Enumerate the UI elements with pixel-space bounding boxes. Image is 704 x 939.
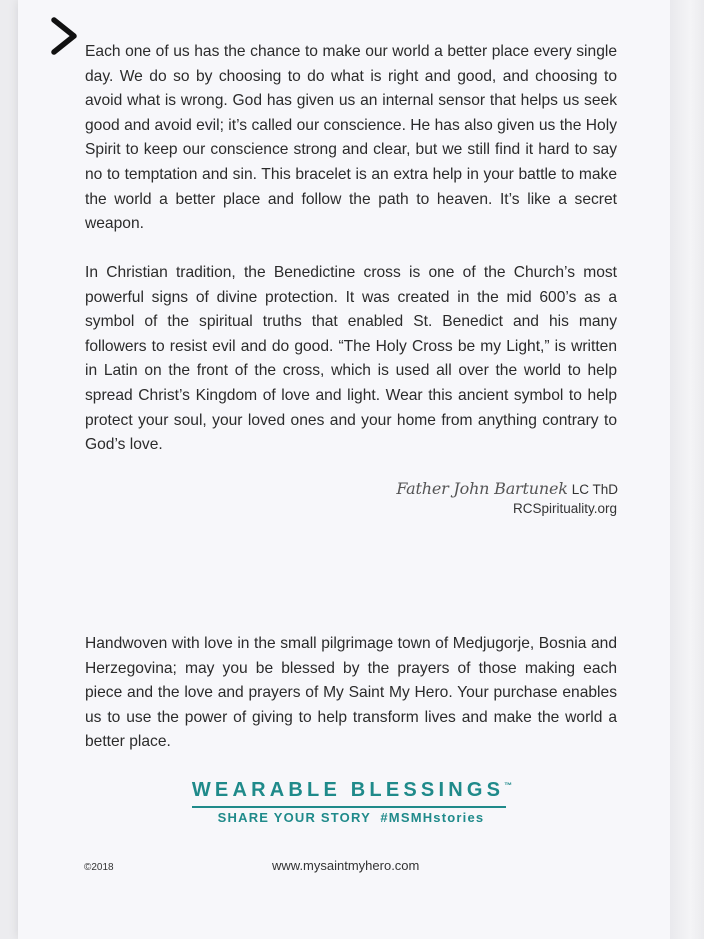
next-arrow-button[interactable] <box>48 14 82 58</box>
trademark-mark: ™ <box>504 781 513 790</box>
footer-website: www.mysaintmyhero.com <box>272 858 420 873</box>
intro-paragraph: Each one of us has the chance to make our world a better place every single day. We do so by choosing to do what is right and good, and choosing to avoid what is wrong. God has given us an internal sensor that helps us seek good and avoid evil; it’s called our conscience. He has also given us the Holy Spirit to keep our conscience strong and clear, but we still find it hard to say no to temptation and sin. This bracelet is an extra help in your battle to make the world a better place and follow the path to heaven. It’s like a secret weapon. <box>85 43 617 233</box>
brand-title <box>0 779 704 802</box>
copyright-notice: ©2018 <box>84 862 114 873</box>
brand-tagline: SHARE YOUR STORY #MSMHstories <box>217 810 485 825</box>
chevron-right-icon <box>48 14 82 58</box>
brand-name: WEARABLE BLESSINGS <box>191 779 505 801</box>
signature-name: Father John Bartunek <box>396 479 568 498</box>
tradition-paragraph: In Christian tradition, the Benedictine cross is one of the Church’s most powerful signs of divine protection. It was created in the mid 600’s as a symbol of the spiritual truths that enabled St. Benedict and his many followers to resist evil and do good. “The Holy Cross be my Light,” is written in Latin on the front of the cross, which is used all over the world to help spread Christ’s Kingdom of love and light. Wear this ancient symbol to help protect your soul, your loved ones and your home from anything contrary to God’s love. <box>85 264 617 454</box>
brand-divider <box>192 806 506 808</box>
signature-line <box>396 479 618 498</box>
handwoven-paragraph: Handwoven with love in the small pilgrimage town of Medjugorje, Bosnia and Herzegovina; may you be blessed by the prayers of those making each piece and the love and prayers of My Saint My Hero. Your purchase enables us to use the power of giving to help transform lives and make the world a better place. <box>85 635 617 751</box>
signature-website: RCSpirituality.org <box>512 501 617 516</box>
signature-credentials: LC ThD <box>571 482 618 497</box>
